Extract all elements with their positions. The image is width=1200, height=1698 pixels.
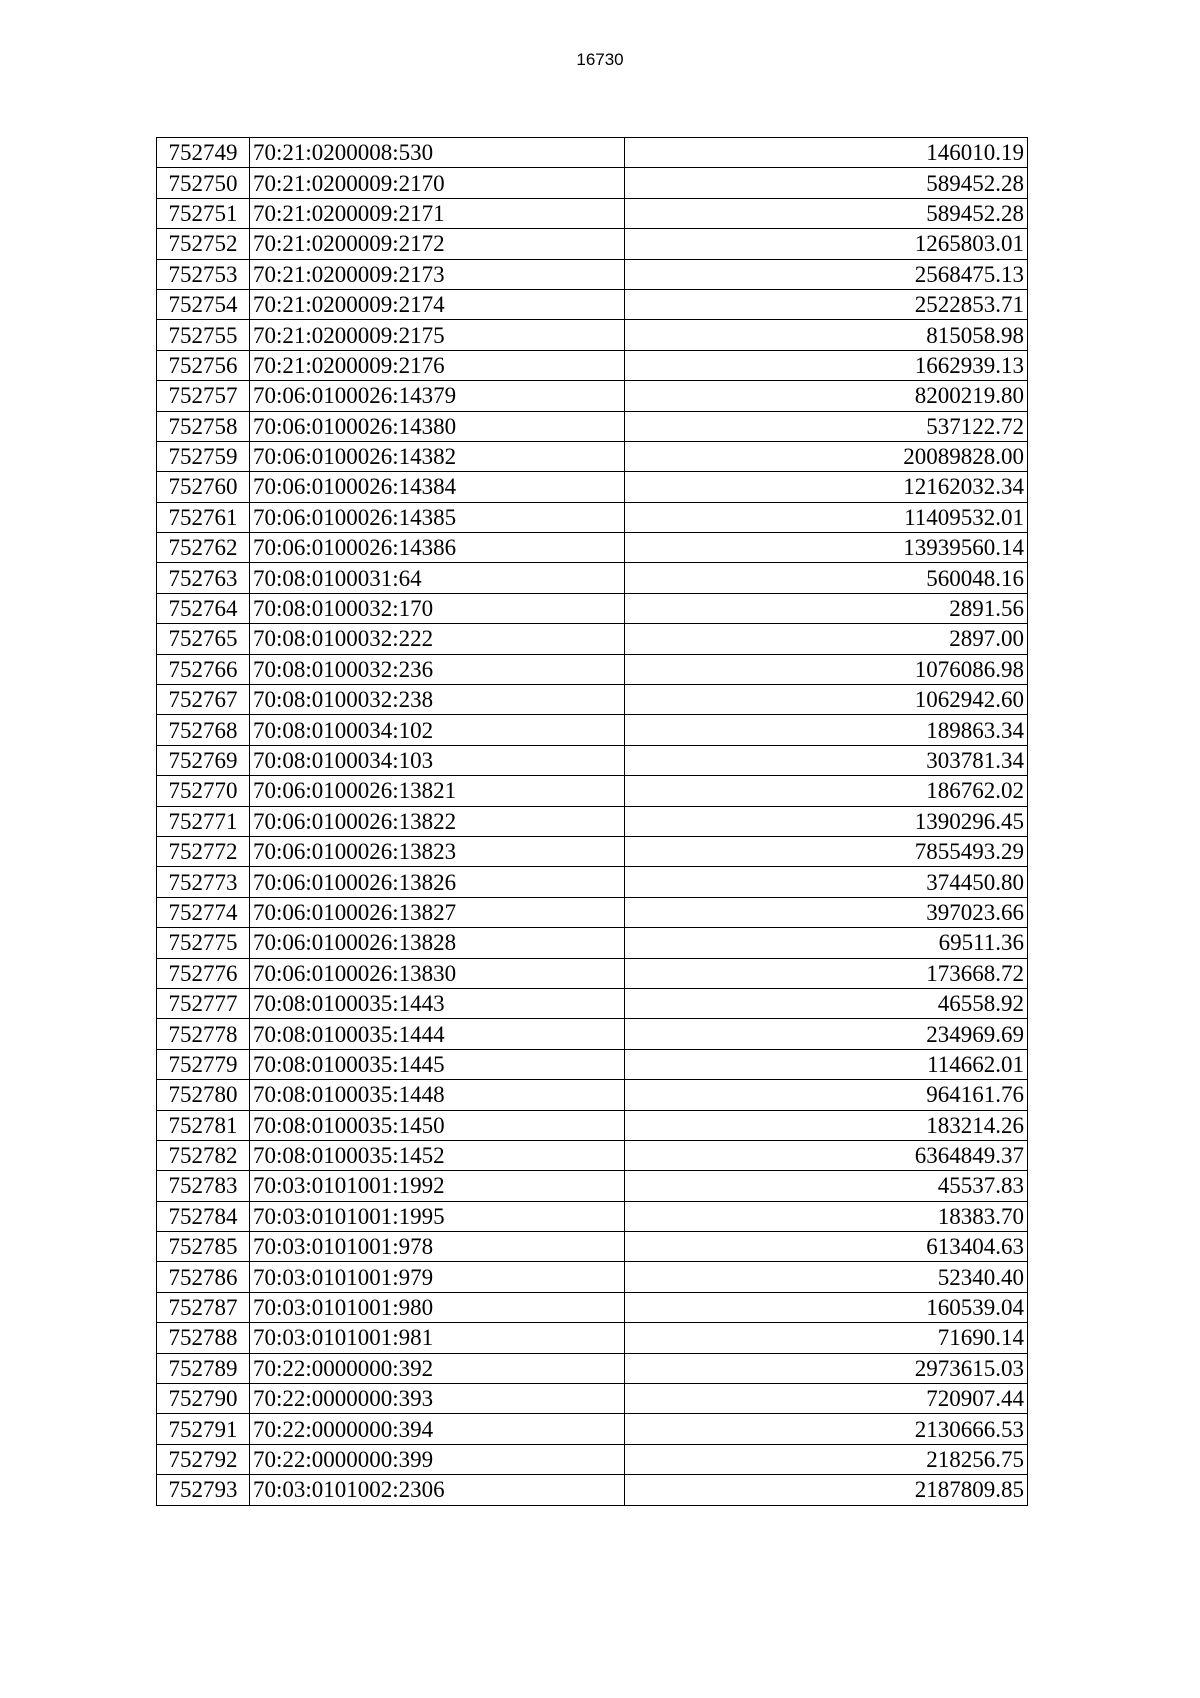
row-number-cell: 752753 [157, 259, 250, 289]
table-body [157, 138, 1028, 1506]
row-number-cell: 752791 [157, 1414, 250, 1444]
row-number-cell: 752769 [157, 745, 250, 775]
table-row [157, 441, 1028, 471]
row-number-cell: 752772 [157, 836, 250, 866]
row-number-cell: 752762 [157, 533, 250, 563]
cadastral-number-cell: 70:08:0100032:170 [250, 593, 625, 623]
cadastral-number-cell: 70:21:0200009:2174 [250, 289, 625, 319]
cadastral-value-cell: 46558.92 [625, 988, 1028, 1018]
table-row [157, 1201, 1028, 1231]
table-row [157, 1232, 1028, 1262]
table-row [157, 1444, 1028, 1474]
row-number-cell: 752784 [157, 1201, 250, 1231]
row-number-cell: 752760 [157, 472, 250, 502]
cadastral-value-cell: 1076086.98 [625, 654, 1028, 684]
table-row [157, 1171, 1028, 1201]
row-number-cell: 752776 [157, 958, 250, 988]
cadastral-number-cell: 70:08:0100035:1445 [250, 1049, 625, 1079]
cadastral-number-cell: 70:21:0200009:2171 [250, 198, 625, 228]
row-number-cell: 752759 [157, 441, 250, 471]
table-row [157, 350, 1028, 380]
table-row [157, 1080, 1028, 1110]
cadastral-number-cell: 70:06:0100026:13830 [250, 958, 625, 988]
cadastral-value-cell: 218256.75 [625, 1444, 1028, 1474]
row-number-cell: 752749 [157, 138, 250, 168]
row-number-cell: 752770 [157, 776, 250, 806]
cadastral-value-cell: 560048.16 [625, 563, 1028, 593]
table-row [157, 1384, 1028, 1414]
cadastral-number-cell: 70:06:0100026:14380 [250, 411, 625, 441]
table-row [157, 1140, 1028, 1170]
cadastral-number-cell: 70:21:0200009:2175 [250, 320, 625, 350]
cadastral-value-cell: 160539.04 [625, 1292, 1028, 1322]
table-row [157, 381, 1028, 411]
cadastral-number-cell: 70:03:0101001:978 [250, 1232, 625, 1262]
table-row [157, 198, 1028, 228]
row-number-cell: 752750 [157, 168, 250, 198]
cadastral-number-cell: 70:22:0000000:393 [250, 1384, 625, 1414]
cadastral-value-cell: 173668.72 [625, 958, 1028, 988]
cadastral-value-cell: 13939560.14 [625, 533, 1028, 563]
cadastral-number-cell: 70:06:0100026:14384 [250, 472, 625, 502]
row-number-cell: 752787 [157, 1292, 250, 1322]
cadastral-value-cell: 183214.26 [625, 1110, 1028, 1140]
cadastral-number-cell: 70:21:0200009:2176 [250, 350, 625, 380]
cadastral-number-cell: 70:06:0100026:13828 [250, 928, 625, 958]
cadastral-value-cell: 720907.44 [625, 1384, 1028, 1414]
row-number-cell: 752757 [157, 381, 250, 411]
cadastral-number-cell: 70:06:0100026:14385 [250, 502, 625, 532]
cadastral-value-cell: 537122.72 [625, 411, 1028, 441]
cadastral-value-cell: 2522853.71 [625, 289, 1028, 319]
table-row [157, 1353, 1028, 1383]
table-row [157, 715, 1028, 745]
cadastral-value-cell: 189863.34 [625, 715, 1028, 745]
table-row [157, 502, 1028, 532]
table-row [157, 776, 1028, 806]
table-row [157, 958, 1028, 988]
cadastral-number-cell: 70:08:0100035:1452 [250, 1140, 625, 1170]
row-number-cell: 752777 [157, 988, 250, 1018]
cadastral-value-cell: 2568475.13 [625, 259, 1028, 289]
cadastral-number-cell: 70:21:0200009:2172 [250, 229, 625, 259]
table-row [157, 1262, 1028, 1292]
row-number-cell: 752756 [157, 350, 250, 380]
table-row [157, 685, 1028, 715]
cadastral-value-cell: 2973615.03 [625, 1353, 1028, 1383]
cadastral-value-cell: 234969.69 [625, 1019, 1028, 1049]
row-number-cell: 752789 [157, 1353, 250, 1383]
row-number-cell: 752767 [157, 685, 250, 715]
row-number-cell: 752778 [157, 1019, 250, 1049]
table-row [157, 411, 1028, 441]
table-row [157, 624, 1028, 654]
row-number-cell: 752786 [157, 1262, 250, 1292]
cadastral-value-cell: 815058.98 [625, 320, 1028, 350]
table-row [157, 168, 1028, 198]
cadastral-value-cell: 69511.36 [625, 928, 1028, 958]
cadastral-value-cell: 186762.02 [625, 776, 1028, 806]
cadastral-number-cell: 70:08:0100032:236 [250, 654, 625, 684]
cadastral-value-table [156, 137, 1028, 1506]
cadastral-number-cell: 70:22:0000000:394 [250, 1414, 625, 1444]
row-number-cell: 752754 [157, 289, 250, 319]
row-number-cell: 752792 [157, 1444, 250, 1474]
table-row [157, 563, 1028, 593]
row-number-cell: 752751 [157, 198, 250, 228]
table-row [157, 1292, 1028, 1322]
cadastral-number-cell: 70:21:0200009:2170 [250, 168, 625, 198]
cadastral-value-cell: 2897.00 [625, 624, 1028, 654]
row-number-cell: 752783 [157, 1171, 250, 1201]
cadastral-number-cell: 70:22:0000000:399 [250, 1444, 625, 1474]
cadastral-number-cell: 70:21:0200008:530 [250, 138, 625, 168]
cadastral-value-cell: 71690.14 [625, 1323, 1028, 1353]
cadastral-number-cell: 70:06:0100026:13827 [250, 897, 625, 927]
cadastral-value-cell: 2891.56 [625, 593, 1028, 623]
row-number-cell: 752765 [157, 624, 250, 654]
cadastral-number-cell: 70:08:0100031:64 [250, 563, 625, 593]
table-row [157, 897, 1028, 927]
cadastral-number-cell: 70:06:0100026:13822 [250, 806, 625, 836]
table-row [157, 320, 1028, 350]
cadastral-number-cell: 70:08:0100035:1448 [250, 1080, 625, 1110]
row-number-cell: 752766 [157, 654, 250, 684]
row-number-cell: 752779 [157, 1049, 250, 1079]
cadastral-value-cell: 589452.28 [625, 198, 1028, 228]
cadastral-number-cell: 70:08:0100032:222 [250, 624, 625, 654]
cadastral-number-cell: 70:06:0100026:14382 [250, 441, 625, 471]
row-number-cell: 752780 [157, 1080, 250, 1110]
row-number-cell: 752788 [157, 1323, 250, 1353]
table-row [157, 533, 1028, 563]
cadastral-value-cell: 1662939.13 [625, 350, 1028, 380]
cadastral-number-cell: 70:03:0101001:1992 [250, 1171, 625, 1201]
cadastral-number-cell: 70:06:0100026:14386 [250, 533, 625, 563]
cadastral-value-cell: 303781.34 [625, 745, 1028, 775]
table-row [157, 928, 1028, 958]
cadastral-number-cell: 70:03:0101002:2306 [250, 1475, 625, 1505]
cadastral-value-cell: 2130666.53 [625, 1414, 1028, 1444]
table-row [157, 229, 1028, 259]
cadastral-value-cell: 11409532.01 [625, 502, 1028, 532]
cadastral-value-cell: 613404.63 [625, 1232, 1028, 1262]
cadastral-value-cell: 18383.70 [625, 1201, 1028, 1231]
cadastral-number-cell: 70:03:0101001:980 [250, 1292, 625, 1322]
table-row [157, 988, 1028, 1018]
cadastral-number-cell: 70:03:0101001:979 [250, 1262, 625, 1292]
cadastral-value-cell: 6364849.37 [625, 1140, 1028, 1170]
table-row [157, 806, 1028, 836]
table-row [157, 289, 1028, 319]
cadastral-number-cell: 70:08:0100034:102 [250, 715, 625, 745]
cadastral-number-cell: 70:08:0100035:1450 [250, 1110, 625, 1140]
table-row [157, 1049, 1028, 1079]
cadastral-value-cell: 1390296.45 [625, 806, 1028, 836]
table-row [157, 654, 1028, 684]
table-row [157, 836, 1028, 866]
table-row [157, 259, 1028, 289]
cadastral-number-cell: 70:08:0100035:1444 [250, 1019, 625, 1049]
cadastral-value-cell: 52340.40 [625, 1262, 1028, 1292]
cadastral-number-cell: 70:08:0100035:1443 [250, 988, 625, 1018]
row-number-cell: 752755 [157, 320, 250, 350]
table-row [157, 745, 1028, 775]
row-number-cell: 752774 [157, 897, 250, 927]
table-row [157, 867, 1028, 897]
row-number-cell: 752781 [157, 1110, 250, 1140]
table-row [157, 1019, 1028, 1049]
cadastral-number-cell: 70:21:0200009:2173 [250, 259, 625, 289]
table-row [157, 138, 1028, 168]
cadastral-value-cell: 589452.28 [625, 168, 1028, 198]
cadastral-number-cell: 70:08:0100034:103 [250, 745, 625, 775]
cadastral-value-cell: 2187809.85 [625, 1475, 1028, 1505]
cadastral-number-cell: 70:06:0100026:13821 [250, 776, 625, 806]
cadastral-value-cell: 1062942.60 [625, 685, 1028, 715]
cadastral-number-cell: 70:06:0100026:13823 [250, 836, 625, 866]
cadastral-value-cell: 146010.19 [625, 138, 1028, 168]
row-number-cell: 752768 [157, 715, 250, 745]
cadastral-value-cell: 964161.76 [625, 1080, 1028, 1110]
table-row [157, 1323, 1028, 1353]
cadastral-value-cell: 114662.01 [625, 1049, 1028, 1079]
cadastral-number-cell: 70:03:0101001:1995 [250, 1201, 625, 1231]
row-number-cell: 752785 [157, 1232, 250, 1262]
page-number: 16730 [576, 50, 624, 69]
cadastral-value-cell: 374450.80 [625, 867, 1028, 897]
cadastral-number-cell: 70:08:0100032:238 [250, 685, 625, 715]
table-row [157, 472, 1028, 502]
cadastral-number-cell: 70:22:0000000:392 [250, 1353, 625, 1383]
table-row [157, 593, 1028, 623]
cadastral-value-cell: 20089828.00 [625, 441, 1028, 471]
cadastral-number-cell: 70:03:0101001:981 [250, 1323, 625, 1353]
row-number-cell: 752782 [157, 1140, 250, 1170]
cadastral-value-cell: 7855493.29 [625, 836, 1028, 866]
cadastral-value-cell: 8200219.80 [625, 381, 1028, 411]
cadastral-value-cell: 1265803.01 [625, 229, 1028, 259]
row-number-cell: 752764 [157, 593, 250, 623]
table-row [157, 1110, 1028, 1140]
cadastral-value-cell: 397023.66 [625, 897, 1028, 927]
row-number-cell: 752793 [157, 1475, 250, 1505]
row-number-cell: 752761 [157, 502, 250, 532]
cadastral-number-cell: 70:06:0100026:13826 [250, 867, 625, 897]
row-number-cell: 752752 [157, 229, 250, 259]
row-number-cell: 752763 [157, 563, 250, 593]
cadastral-number-cell: 70:06:0100026:14379 [250, 381, 625, 411]
table-row [157, 1414, 1028, 1444]
cadastral-value-cell: 12162032.34 [625, 472, 1028, 502]
row-number-cell: 752775 [157, 928, 250, 958]
table-row [157, 1475, 1028, 1505]
cadastral-value-cell: 45537.83 [625, 1171, 1028, 1201]
row-number-cell: 752790 [157, 1384, 250, 1414]
row-number-cell: 752771 [157, 806, 250, 836]
row-number-cell: 752758 [157, 411, 250, 441]
row-number-cell: 752773 [157, 867, 250, 897]
